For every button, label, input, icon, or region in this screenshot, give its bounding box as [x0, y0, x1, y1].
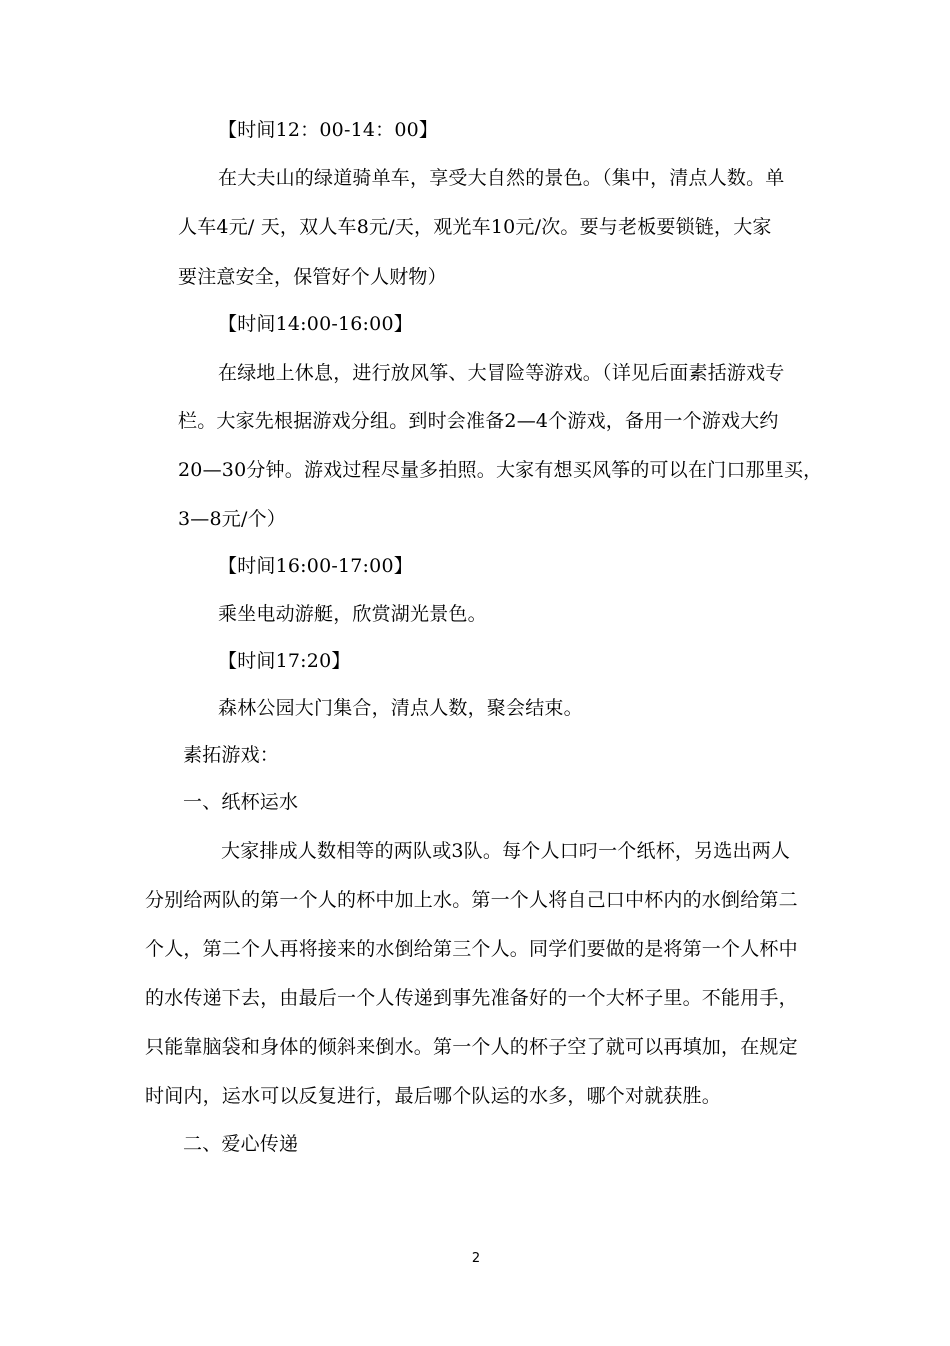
- section-heading-games: 素拓游戏：: [183, 744, 280, 766]
- game-paragraph-line: 分别给两队的第一个人的杯中加上水。第一个人将自己口中杯内的水倒给第二: [145, 889, 798, 911]
- game-paragraph-line: 的水传递下去，由最后一个人传递到事先准备好的一个大杯子里。不能用手，: [145, 987, 798, 1009]
- schedule-paragraph-line: 在绿地上休息，进行放风筝、大冒险等游戏。（详见后面素括游戏专: [218, 362, 785, 384]
- schedule-time-heading-3: 【时间16:00-17:00】: [218, 555, 413, 577]
- schedule-paragraph-line: 20—30分钟。游戏过程尽量多拍照。大家有想买风筝的可以在门口那里买，: [178, 459, 823, 481]
- game-paragraph-line: 只能靠脑袋和身体的倾斜来倒水。第一个人的杯子空了就可以再填加，在规定: [145, 1036, 798, 1058]
- game-heading-2: 二、爱心传递: [183, 1133, 299, 1155]
- schedule-paragraph-line: 要注意安全，保管好个人财物）: [178, 266, 447, 288]
- game-paragraph-line: 时间内，运水可以反复进行，最后哪个队运的水多，哪个对就获胜。: [145, 1085, 722, 1107]
- schedule-paragraph-line: 森林公园大门集合，清点人数，聚会结束。: [218, 697, 583, 719]
- game-heading-1: 一、纸杯运水: [183, 791, 299, 813]
- schedule-time-heading-2: 【时间14:00-16:00】: [218, 313, 413, 335]
- game-paragraph-line: 大家排成人数相等的两队或3队。每个人口叼一个纸杯，另选出两人: [221, 840, 791, 862]
- page-number: 2: [471, 1251, 481, 1266]
- schedule-paragraph-line: 3—8元/个）: [178, 508, 286, 530]
- schedule-time-heading-4: 【时间17:20】: [218, 650, 351, 672]
- schedule-paragraph-line: 乘坐电动游艇，欣赏湖光景色。: [218, 603, 487, 625]
- schedule-paragraph-line: 人车4元/ 天，双人车8元/天，观光车10元/次。要与老板要锁链，大家: [178, 216, 772, 238]
- game-paragraph-line: 个人，第二个人再将接来的水倒给第三个人。同学们要做的是将第一个人杯中: [145, 938, 798, 960]
- schedule-paragraph-line: 栏。大家先根据游戏分组。到时会准备2—4个游戏，备用一个游戏大约: [178, 410, 779, 432]
- schedule-paragraph-line: 在大夫山的绿道骑单车，享受大自然的景色。（集中，清点人数。单: [218, 167, 785, 189]
- schedule-time-heading-1: 【时间12：00-14：00】: [218, 119, 439, 141]
